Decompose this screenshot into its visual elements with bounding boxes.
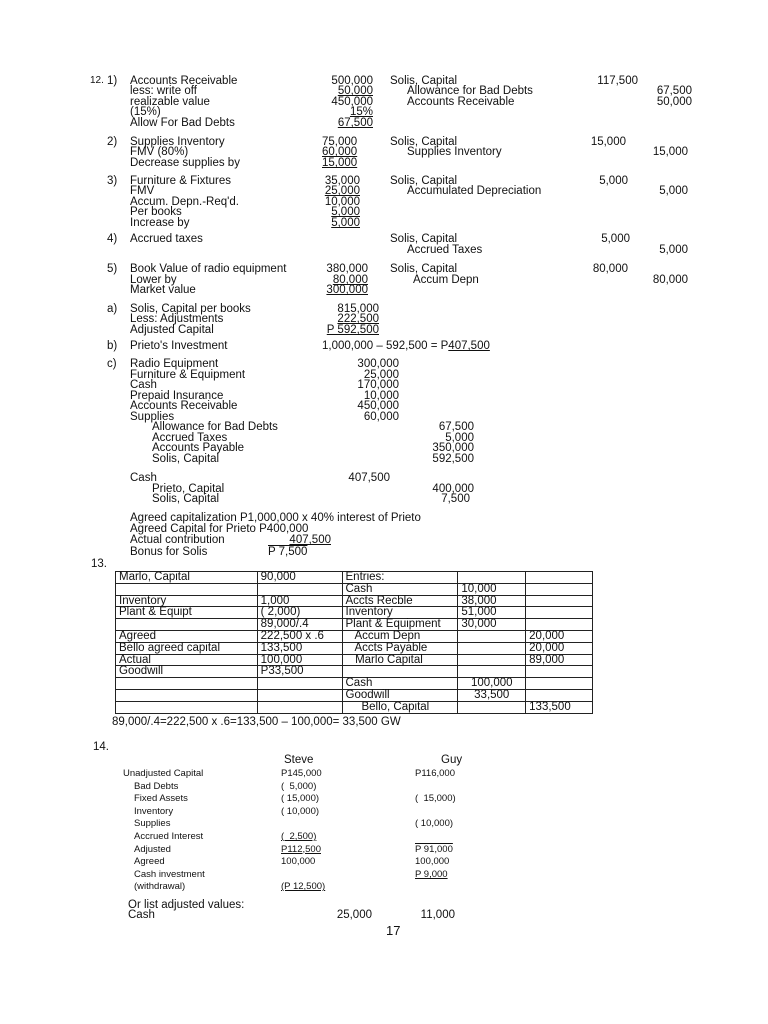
p13-cell-label	[116, 701, 258, 713]
p13-cell-left-amt: ( 2,000)	[257, 607, 342, 619]
p13-cell-debit: 100,000	[458, 678, 526, 690]
c2-credit-acct-0: Prieto, Capital	[152, 483, 225, 495]
p13-cell-debit: 30,000	[458, 619, 526, 631]
c-credit-amt-1: 5,000	[445, 432, 474, 444]
c-debit-acct-0: Radio Equipment	[130, 358, 219, 370]
p13-cell-left-amt: 1,000	[257, 595, 342, 607]
c-debit-acct-3: Prepaid Insurance	[130, 390, 224, 402]
p13-cell-entry-acct: Accts Payable	[342, 642, 458, 654]
c-debit-amt-0: 300,000	[357, 358, 399, 370]
c-bonus-val: P 7,500	[268, 546, 308, 558]
p13-cell-left-amt: 89,000/.4	[257, 619, 342, 631]
s2-credit-acct: Supplies Inventory	[407, 146, 502, 158]
c-note-0: Agreed capitalization P1,000,000 x 40% interest of Prieto	[130, 512, 421, 524]
p14-row-guy: P 91,000	[415, 843, 453, 855]
p14-row-guy: P 9,000	[415, 868, 448, 880]
table-row	[116, 595, 593, 607]
p13-cell-debit: 33,500	[458, 689, 526, 701]
table-row	[116, 607, 593, 619]
p14-row-label: (withdrawal)	[134, 881, 186, 893]
s1-val-4: 67,500	[337, 117, 373, 129]
s2-label-1: FMV (80%)	[130, 146, 189, 158]
s1-debit-acct: Solis, Capital	[390, 75, 458, 87]
p14-row-guy: ( 10,000)	[415, 818, 454, 830]
p14-header-steve: Steve	[284, 754, 314, 766]
s1-label-3: (15%)	[130, 106, 161, 118]
s4-debit-acct: Solis, Capital	[390, 233, 458, 245]
p13-cell-entry-acct: Marlo Capital	[342, 654, 458, 666]
p13-cell-left-amt	[257, 689, 342, 701]
p13-cell-label	[116, 689, 258, 701]
p13-cell-debit: 38,000	[458, 595, 526, 607]
s1-val-3: 15%	[349, 106, 373, 118]
table-row	[116, 701, 593, 713]
c-debit-acct-4: Accounts Receivable	[130, 400, 238, 412]
p13-cell-credit: 89,000	[526, 654, 593, 666]
c2-credit-acct-1: Solis, Capital	[152, 493, 220, 505]
p14-row-steve: P112,500	[281, 843, 321, 855]
c-credit-acct-0: Allowance for Bad Debts	[152, 421, 278, 433]
s4-label: Accrued taxes	[130, 233, 203, 245]
p13-cell-entry-acct	[342, 666, 458, 678]
p14-row-label: Supplies	[134, 818, 171, 830]
table-row	[116, 678, 593, 690]
table-row	[116, 689, 593, 701]
p13-cell-left-amt	[257, 701, 342, 713]
b-calc	[322, 341, 490, 352]
p14-alt-cash-steve: 25,000	[336, 909, 372, 921]
table-row	[116, 642, 593, 654]
p14-header-guy: Guy	[441, 754, 463, 766]
p13-cell-credit: 133,500	[526, 701, 593, 713]
p13-cell-credit	[526, 666, 593, 678]
a-label-1: Less: Adjustments	[130, 313, 224, 325]
problem-13-table	[115, 571, 593, 714]
p14-row-steve: 100,000	[281, 856, 316, 868]
p14-row-label: Unadjusted Capital	[123, 768, 204, 779]
s5-val-1: 80,000	[332, 274, 368, 286]
s1-val-2: 450,000	[331, 96, 373, 108]
s1-val-1: 50,000	[337, 85, 373, 97]
a-label-0: Solis, Capital per books	[130, 303, 251, 315]
p13-cell-entry-acct: Accum Depn	[342, 630, 458, 642]
p13-cell-debit	[458, 642, 526, 654]
p13-cell-credit	[526, 607, 593, 619]
part-a-number: a)	[107, 303, 118, 315]
p14-alt-cash-label: Cash	[128, 909, 155, 921]
s3-label-2: Accum. Depn.-Req'd.	[130, 196, 239, 208]
part-c-number: c)	[107, 358, 117, 370]
b-calc-prefix: 1,000,000 – 592,500 = P	[322, 340, 449, 352]
p14-row-label: Bad Debts	[134, 780, 179, 792]
c-credit-acct-1: Accrued Taxes	[152, 432, 228, 444]
s3-label-0: Furniture & Fixtures	[130, 175, 231, 187]
p13-cell-entry-acct: Plant & Equipment	[342, 619, 458, 631]
s5-val-0: 380,000	[326, 263, 368, 275]
p13-cell-credit: 20,000	[526, 630, 593, 642]
s4-debit-amt: 5,000	[601, 233, 630, 245]
c2-debit-acct: Cash	[130, 472, 157, 484]
s3-val-1: 25,000	[324, 185, 360, 197]
item-4-number: 4)	[107, 233, 118, 245]
s5-label-1: Lower by	[130, 274, 177, 286]
s2-debit-acct: Solis, Capital	[390, 136, 458, 148]
p14-row-guy: P116,000	[415, 768, 455, 779]
p13-cell-left-amt: 222,500 x .6	[257, 630, 342, 642]
p13-cell-debit	[458, 701, 526, 713]
s1-label-2: realizable value	[130, 96, 210, 108]
s1-val-0: 500,000	[331, 75, 373, 87]
p13-cell-label: Actual	[116, 654, 258, 666]
s1-credit-acct-0: Allowance for Bad Debts	[407, 85, 533, 97]
s2-label-0: Supplies Inventory	[130, 136, 225, 148]
problem-13-footer: 89,000/.4=222,500 x .6=133,500 – 100,000= 33,500 GW	[112, 716, 401, 728]
p13-cell-label: Goodwill	[116, 666, 258, 678]
p13-cell-entry-acct: Inventory	[342, 607, 458, 619]
p14-row-steve: ( 10,000)	[281, 805, 320, 817]
b-label: Prieto's Investment	[130, 340, 228, 352]
table-row	[116, 572, 593, 584]
s2-credit-amt: 15,000	[652, 146, 688, 158]
p13-cell-label	[116, 678, 258, 690]
problem-12-number: 12.	[90, 75, 104, 86]
s5-credit-acct: Accum Depn	[413, 274, 479, 286]
problem-13-table-body	[116, 572, 593, 714]
p14-row-steve: ( 5,000)	[281, 780, 317, 792]
s5-debit-amt: 80,000	[592, 263, 628, 275]
s1-credit-acct-1: Accounts Receivable	[407, 96, 515, 108]
c-credit-acct-3: Solis, Capital	[152, 453, 220, 465]
c2-credit-amt-1: 7,500	[441, 493, 470, 505]
problem-14-number: 14.	[93, 741, 109, 753]
p14-row-label: Accrued Interest	[134, 831, 204, 842]
p14-row-label: Inventory	[134, 805, 174, 817]
c-credit-amt-2: 350,000	[432, 442, 474, 454]
s1-label-4: Allow For Bad Debts	[130, 117, 235, 129]
c-actual-val: 407,500	[289, 534, 331, 546]
s1-credit-amt-1: 50,000	[656, 96, 692, 108]
c-debit-acct-2: Cash	[130, 379, 157, 391]
p13-cell-label: Inventory	[116, 595, 258, 607]
s1-label-0: Accounts Receivable	[130, 75, 238, 87]
table-row	[116, 619, 593, 631]
c-debit-amt-2: 170,000	[357, 379, 399, 391]
s3-val-2: 10,000	[324, 196, 360, 208]
c-credit-amt-3: 592,500	[432, 453, 474, 465]
p14-row-label: Fixed Assets	[134, 793, 188, 805]
c-debit-amt-3: 10,000	[363, 390, 399, 402]
p13-cell-debit: 51,000	[458, 607, 526, 619]
s5-label-2: Market value	[130, 284, 196, 296]
p13-cell-entry-acct: Cash	[342, 583, 458, 595]
p13-cell-entry-acct: Goodwill	[342, 689, 458, 701]
table-row	[116, 666, 593, 678]
p13-cell-label: Agreed	[116, 630, 258, 642]
p14-row-steve: (P 12,500)	[281, 881, 326, 893]
c-credit-amt-0: 67,500	[438, 421, 474, 433]
p13-cell-debit	[458, 630, 526, 642]
p13-cell-credit	[526, 572, 593, 584]
item-3-number: 3)	[107, 175, 118, 187]
c-bonus-label: Bonus for Solis	[130, 546, 208, 558]
s2-val-0: 75,000	[322, 136, 358, 148]
s1-credit-amt-0: 67,500	[656, 85, 692, 97]
s4-credit-amt: 5,000	[659, 244, 688, 256]
item-1-number: 1)	[107, 75, 118, 87]
s3-val-4: 5,000	[331, 217, 360, 229]
problem-13-number: 13.	[91, 558, 107, 570]
p13-cell-left-amt: 100,000	[257, 654, 342, 666]
p13-cell-left-amt: 90,000	[257, 572, 342, 584]
s3-label-3: Per books	[130, 206, 182, 218]
s2-val-2: 15,000	[322, 157, 358, 169]
p13-cell-credit	[526, 595, 593, 607]
s2-label-2: Decrease supplies by	[130, 157, 240, 169]
c2-debit-amt: 407,500	[348, 472, 390, 484]
s3-debit-amt: 5,000	[599, 175, 628, 187]
p13-cell-credit	[526, 678, 593, 690]
p14-alt-cash-guy: 11,000	[420, 909, 455, 921]
p13-cell-left-amt	[257, 583, 342, 595]
p14-row-label: Adjusted	[134, 843, 171, 855]
p13-cell-debit	[458, 572, 526, 584]
p13-cell-debit	[458, 666, 526, 678]
s2-debit-amt: 15,000	[590, 136, 626, 148]
b-calc-result: 407,500	[448, 340, 490, 352]
c-debit-amt-4: 450,000	[357, 400, 399, 412]
s2-val-1: 60,000	[322, 146, 358, 158]
c-credit-acct-2: Accounts Payable	[152, 442, 245, 454]
a-val-1: 222,500	[337, 313, 379, 325]
s5-credit-amt: 80,000	[652, 274, 688, 286]
p14-row-label: Cash investment	[134, 868, 205, 880]
c-debit-amt-5: 60,000	[363, 411, 399, 423]
s3-debit-acct: Solis, Capital	[390, 175, 458, 187]
p13-cell-entry-acct: Accts Recble	[342, 595, 458, 607]
p14-row-guy: ( 15,000)	[415, 793, 456, 805]
p13-cell-label: Plant & Equipt	[116, 607, 258, 619]
p13-cell-label: Marlo, Capital	[116, 572, 258, 584]
s3-label-1: FMV	[130, 185, 155, 197]
s3-val-3: 5,000	[331, 206, 360, 218]
p13-cell-credit	[526, 689, 593, 701]
c-note-1: Agreed Capital for Prieto P400,000	[130, 523, 309, 535]
p14-row-steve: ( 2,500)	[281, 831, 317, 842]
c-actual-label: Actual contribution	[130, 534, 225, 546]
a-val-0: 815,000	[337, 303, 379, 315]
item-5-number: 5)	[107, 263, 118, 275]
p13-cell-credit	[526, 619, 593, 631]
p13-cell-left-amt: P33,500	[257, 666, 342, 678]
a-val-2: P 592,500	[326, 324, 379, 336]
s3-credit-amt: 5,000	[659, 185, 688, 197]
part-b-number: b)	[107, 340, 118, 352]
p13-cell-debit	[458, 654, 526, 666]
p13-cell-entry-acct: Bello, Capital	[342, 701, 458, 713]
table-row	[116, 630, 593, 642]
s1-debit-amt: 117,500	[597, 75, 638, 87]
a-label-2: Adjusted Capital	[130, 324, 214, 336]
c2-credit-amt-0: 400,000	[432, 483, 474, 495]
p13-cell-left-amt: 133,500	[257, 642, 342, 654]
p13-cell-left-amt	[257, 678, 342, 690]
table-row	[116, 583, 593, 595]
p13-cell-label	[116, 619, 258, 631]
p13-cell-entry-acct: Entries:	[342, 572, 458, 584]
table-row	[116, 654, 593, 666]
s3-label-4: Increase by	[130, 217, 190, 229]
p13-cell-debit: 10,000	[458, 583, 526, 595]
s4-credit-acct: Accrued Taxes	[407, 244, 483, 256]
p13-cell-credit	[526, 583, 593, 595]
c-debit-amt-1: 25,000	[363, 369, 399, 381]
p14-row-steve: ( 15,000)	[281, 793, 320, 805]
c-debit-acct-5: Supplies	[130, 411, 175, 423]
p14-row-label: Agreed	[134, 856, 165, 868]
p14-row-guy: 100,000	[415, 856, 450, 868]
c-debit-acct-1: Furniture & Equipment	[130, 369, 246, 381]
p14-alt-label: Or list adjusted values:	[128, 899, 245, 911]
s1-label-1: less: write off	[130, 85, 197, 97]
p13-cell-credit: 20,000	[526, 642, 593, 654]
p13-cell-entry-acct: Cash	[342, 678, 458, 690]
p14-row-steve: P145,000	[281, 768, 322, 779]
page-number: 17	[386, 923, 401, 938]
p13-cell-label: Bello agreed capital	[116, 642, 258, 654]
s5-debit-acct: Solis, Capital	[390, 263, 458, 275]
s5-val-2: 300,000	[326, 284, 368, 296]
s5-label-0: Book Value of radio equipment	[130, 263, 287, 275]
p13-cell-label	[116, 583, 258, 595]
s3-credit-acct: Accumulated Depreciation	[407, 185, 542, 197]
item-2-number: 2)	[107, 136, 118, 148]
s3-val-0: 35,000	[324, 175, 360, 187]
